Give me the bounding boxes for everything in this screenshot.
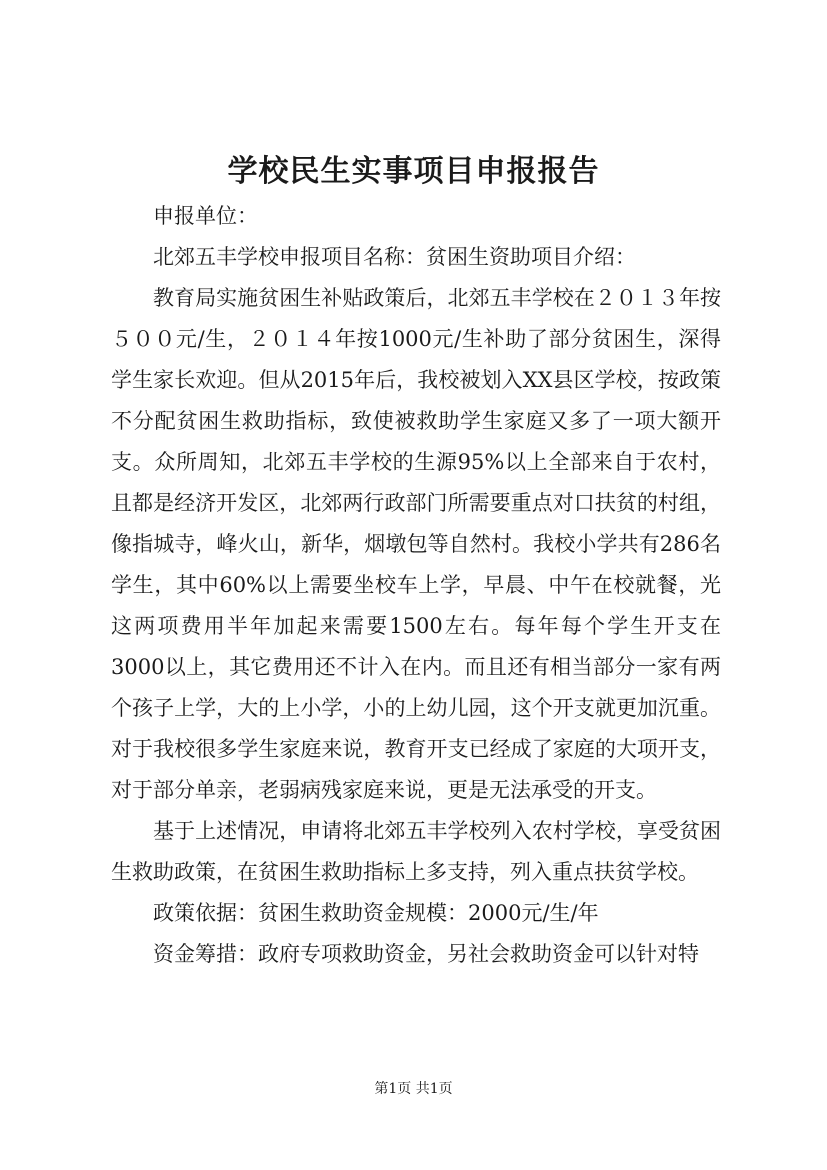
- paragraph-project-name: 北郊五丰学校申报项目名称：贫困生资助项目介绍：: [153, 245, 636, 269]
- paragraph-policy-basis: 政策依据：贫困生救助资金规模：2000元/生/年: [153, 901, 599, 925]
- paragraph-applicant: 申报单位：: [153, 204, 258, 228]
- document-body: [111, 196, 721, 975]
- paragraph-request: 基于上述情况，申请将北郊五丰学校列入农村学校，享受贫困生救助政策，在贫困生救助指标上多支持，列入重点扶贫学校。: [111, 819, 721, 884]
- paragraph-background: 教育局实施贫困生补贴政策后，北郊五丰学校在２０１３年按５００元/生，２０１４年按1000元/生补助了部分贫困生，深得学生家长欢迎。但从2015年后，我校被划入XX县区学校，按政策不分配贫困生救助指标，致使被救助学生家庭又多了一项大额开支。众所周知，北郊五丰学校的生源95%以上全部来自于农村，且都是经济开发区，北郊两行政部门所需要重点对口扶贫的村组，像指城寺，峰火山，新华，烟墩包等自然村。我校小学共有286名学生，其中60%以上需要坐校车上学，早晨、中午在校就餐，光这两项费用半年加起来需要1500左右。每年每个学生开支在3000以上，其它费用还不计入在内。而且还有相当部分一家有两个孩子上学，大的上小学，小的上幼儿园，这个开支就更加沉重。对于我校很多学生家庭来说，教育开支已经成了家庭的大项开支，对于部分单亲，老弱病残家庭来说，更是无法承受的开支。: [111, 286, 721, 802]
- document-title: 学校民生实事项目申报报告: [227, 154, 600, 189]
- paragraph-funding: 资金筹措：政府专项救助资金，另社会救助资金可以针对特: [153, 942, 699, 966]
- page-number-footer: 第1页 共1页: [374, 1081, 453, 1097]
